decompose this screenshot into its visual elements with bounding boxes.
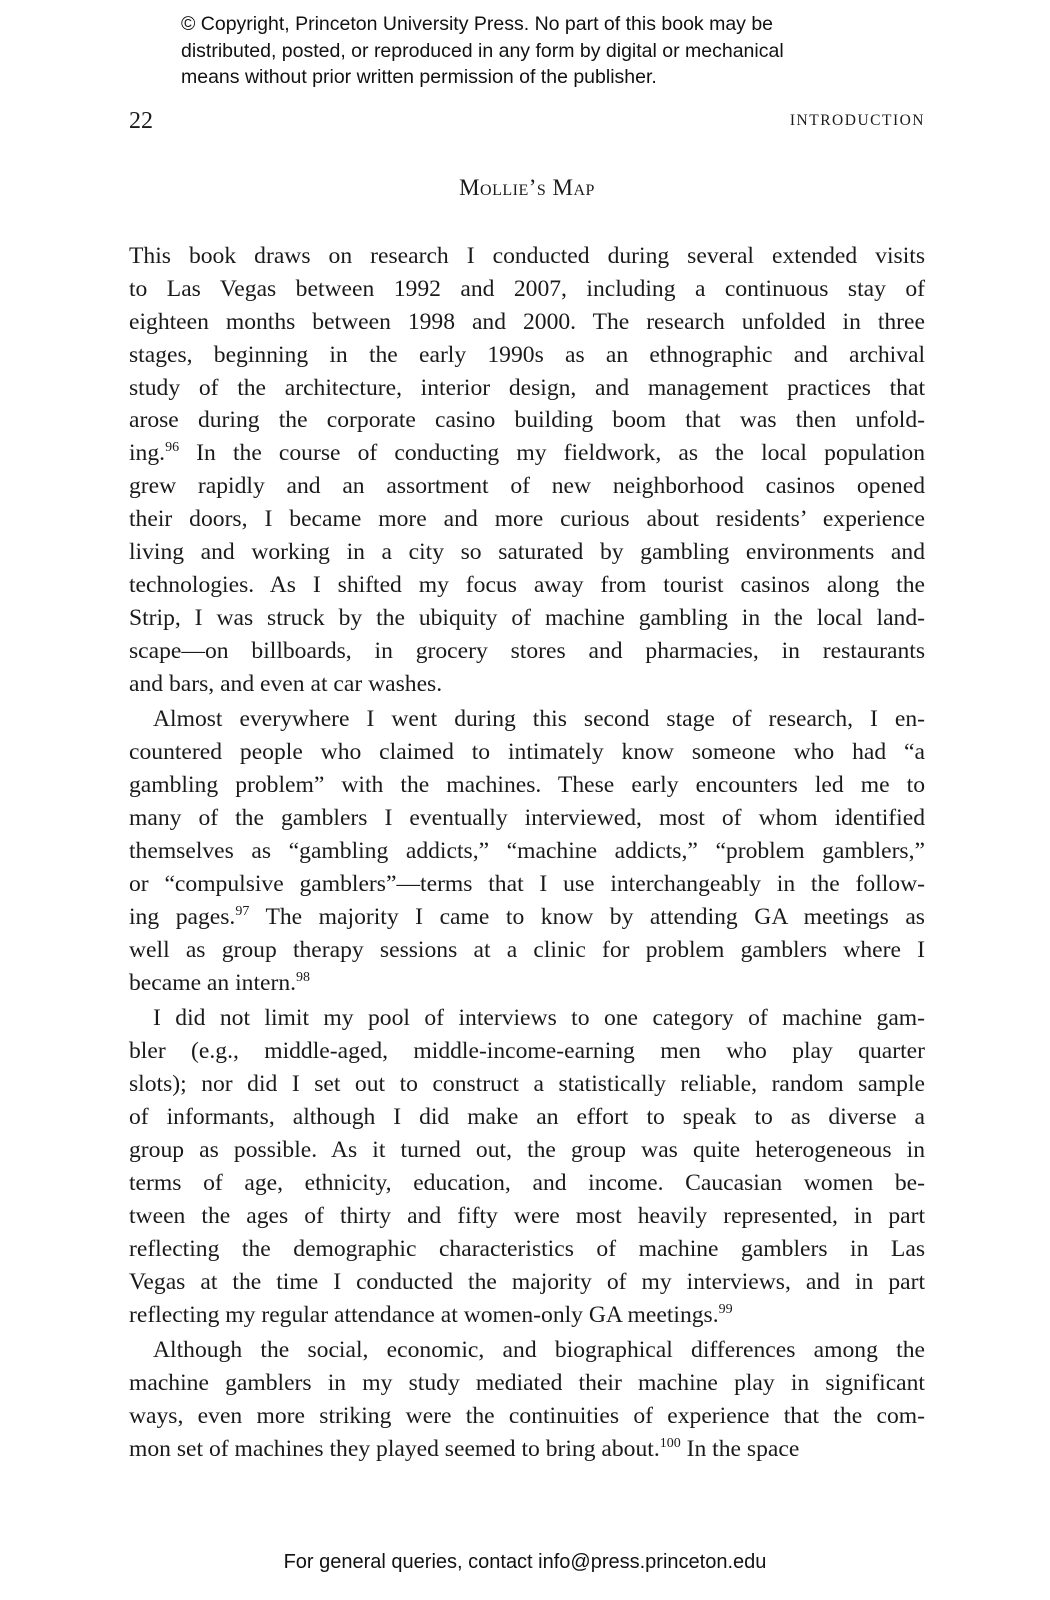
- line-text: their doors, I became more and more curious about residents’ experience: [129, 506, 925, 533]
- line-text: reflecting my regular attendance at women-only GA meetings.: [129, 1301, 719, 1328]
- text-line: [129, 769, 925, 802]
- text-line: [129, 1200, 925, 1233]
- line-text: study of the architecture, interior design, and management practices that: [129, 374, 925, 401]
- copyright-notice: [181, 11, 941, 91]
- text-line: [129, 635, 925, 668]
- text-line: [129, 1101, 925, 1134]
- running-head: [129, 108, 925, 140]
- text-line: [129, 1266, 925, 1299]
- line-text: slots); nor did I set out to construct a statistically reliable, random sample: [129, 1071, 925, 1098]
- text-line: [129, 437, 925, 470]
- text-line: [129, 602, 925, 635]
- line-text-continued: In the space: [680, 1436, 800, 1463]
- line-text: gambling problem” with the machines. These early encounters led me to: [129, 772, 925, 799]
- line-text: well as group therapy sessions at a clinic for problem gamblers where I: [129, 936, 925, 963]
- text-line: [129, 1167, 925, 1200]
- line-text: tween the ages of thirty and fifty were most heavily represented, in part: [129, 1202, 925, 1229]
- text-line: [129, 404, 925, 437]
- footnote-ref: 100: [659, 1436, 681, 1452]
- text-line: [129, 1068, 925, 1101]
- text-line: [129, 868, 925, 901]
- line-text: grew rapidly and an assortment of new neighborhood casinos opened: [129, 473, 925, 500]
- line-text: technologies. As I shifted my focus away from tourist casinos along the: [129, 571, 925, 598]
- text-line: [129, 901, 925, 934]
- text-line: [129, 470, 925, 503]
- line-text-continued: In the course of conducting my fieldwork, as the local population: [179, 440, 925, 467]
- line-text: bler (e.g., middle-aged, middle-income-earning men who play quarter: [129, 1038, 925, 1065]
- line-text: group as possible. As it turned out, the group was quite heterogeneous in: [129, 1137, 925, 1164]
- line-text-continued: The majority I came to know by attending GA meetings as: [249, 903, 925, 930]
- copyright-line: distributed, posted, or reproduced in any form by digital or mechanical: [181, 39, 784, 62]
- paragraph: [129, 1002, 925, 1331]
- text-line: [129, 569, 925, 602]
- text-line: [129, 372, 925, 405]
- text-line: [129, 703, 925, 736]
- text-line: [129, 536, 925, 569]
- line-text: Strip, I was struck by the ubiquity of machine gambling in the local land-: [129, 604, 925, 631]
- text-line: [129, 240, 925, 273]
- text-line: [129, 736, 925, 769]
- line-text: arose during the corporate casino building boom that was then unfold-: [129, 407, 925, 434]
- line-text: machine gamblers in my study mediated their machine play in significant: [129, 1370, 925, 1397]
- text-line: [129, 1400, 925, 1433]
- text-line: [129, 503, 925, 536]
- line-text: reflecting the demographic characteristics of machine gamblers in Las: [129, 1235, 925, 1262]
- text-line: [129, 1002, 925, 1035]
- page-number: 22: [129, 108, 153, 134]
- line-text: themselves as “gambling addicts,” “machine addicts,” “problem gamblers,”: [129, 838, 925, 865]
- line-text: of informants, although I did make an effort to speak to as diverse a: [129, 1104, 925, 1131]
- line-text: ing pages.: [129, 903, 236, 930]
- copyright-line: means without prior written permission of the publisher.: [181, 66, 657, 88]
- text-line: [129, 835, 925, 868]
- text-line: [129, 1433, 925, 1466]
- line-text: living and working in a city so saturated by gambling environments and: [129, 539, 925, 566]
- text-line: [129, 934, 925, 967]
- footnote-ref: 96: [165, 440, 180, 456]
- line-text: and bars, and even at car washes.: [129, 670, 443, 697]
- text-line: [129, 1233, 925, 1266]
- line-text: Almost everywhere I went during this second stage of research, I en-: [153, 706, 925, 733]
- text-line: [129, 1367, 925, 1400]
- footer-contact: For general queries, contact info@press.princeton.edu: [283, 1551, 767, 1573]
- footnote-ref: 98: [296, 969, 311, 985]
- line-text: countered people who claimed to intimately know someone who had “a: [129, 739, 925, 766]
- line-text: terms of age, ethnicity, education, and income. Caucasian women be-: [129, 1169, 925, 1196]
- line-text: eighteen months between 1998 and 2000. The research unfolded in three: [129, 308, 925, 335]
- text-line: [129, 1334, 925, 1367]
- text-line: [129, 967, 925, 1000]
- line-text: ing.: [129, 440, 166, 467]
- text-line: [129, 668, 925, 701]
- line-text: This book draws on research I conducted during several extended visits: [129, 243, 925, 269]
- paragraph: [129, 240, 925, 700]
- line-text: to Las Vegas between 1992 and 2007, including a continuous stay of: [129, 275, 925, 302]
- running-title: INTRODUCTION: [789, 112, 925, 129]
- text-line: [129, 306, 925, 339]
- line-text: I did not limit my pool of interviews to one category of machine gam-: [153, 1005, 925, 1032]
- copyright-line: © Copyright, Princeton University Press. No part of this book may be: [181, 13, 774, 35]
- line-text: Vegas at the time I conducted the majority of my interviews, and in part: [129, 1268, 925, 1295]
- line-text: stages, beginning in the early 1990s as an ethnographic and archival: [129, 341, 925, 368]
- text-line: [129, 339, 925, 372]
- line-text: became an intern.: [129, 969, 297, 996]
- paragraph: [129, 1334, 925, 1466]
- text-line: [129, 1134, 925, 1167]
- line-text: scape—on billboards, in grocery stores and pharmacies, in restaurants: [129, 637, 925, 664]
- line-text: ways, even more striking were the continuities of experience that the com-: [129, 1403, 925, 1430]
- section-title: Mollie’s Map: [459, 175, 595, 200]
- text-line: [129, 1299, 925, 1332]
- text-line: [129, 802, 925, 835]
- body-text: [129, 240, 925, 1466]
- footnote-ref: 99: [718, 1301, 733, 1317]
- paragraph: [129, 703, 925, 999]
- line-text: or “compulsive gamblers”—terms that I use interchangeably in the follow-: [129, 870, 925, 897]
- text-line: [129, 1035, 925, 1068]
- line-text: many of the gamblers I eventually interviewed, most of whom identified: [129, 805, 925, 832]
- text-line: [129, 273, 925, 306]
- footnote-ref: 97: [235, 903, 250, 919]
- line-text: Although the social, economic, and biographical differences among the: [153, 1337, 925, 1364]
- line-text: mon set of machines they played seemed to bring about.: [129, 1436, 660, 1463]
